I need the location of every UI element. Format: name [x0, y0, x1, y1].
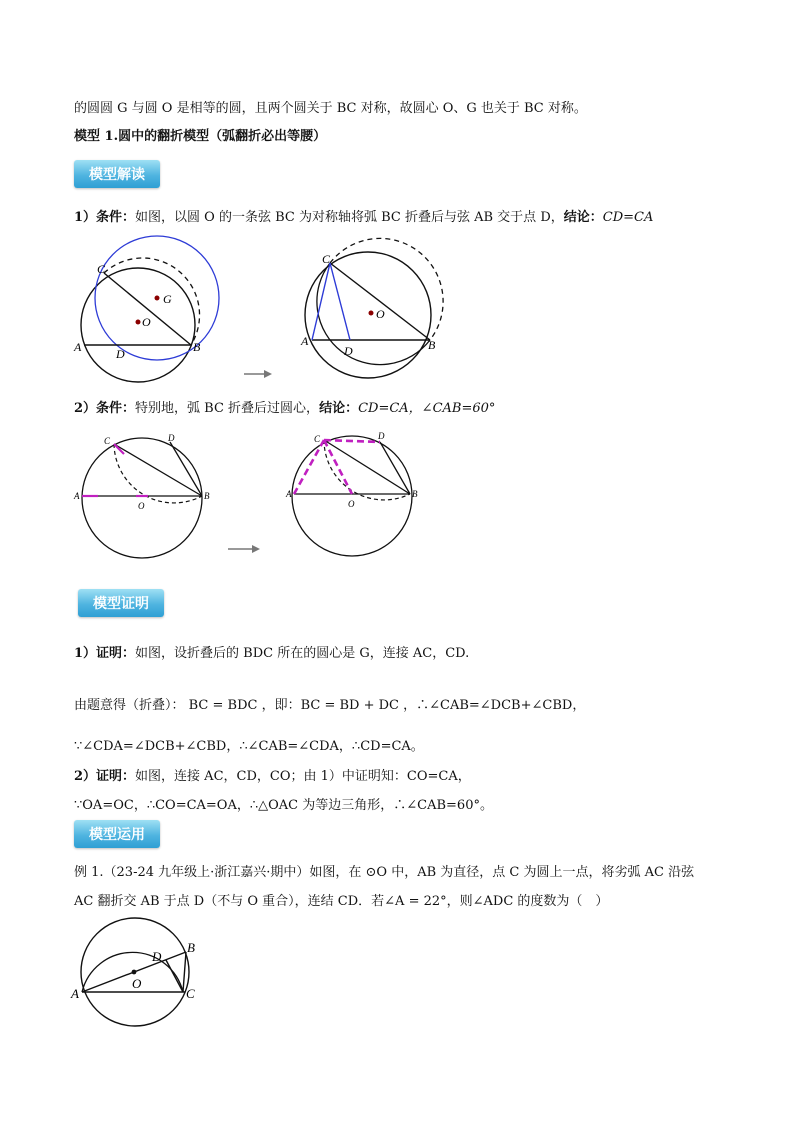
- label-A: A: [74, 491, 80, 501]
- badge-model-proof: 模型证明: [78, 589, 164, 617]
- label-A: A: [71, 986, 79, 1001]
- arrow-1-head: [264, 370, 272, 378]
- proof-2-label: 2）证明：: [74, 769, 136, 784]
- conclusion-2-label: 结论：: [319, 401, 359, 416]
- section-title: 模型 1.圆中的翻折模型（弧翻折必出等腰）: [74, 129, 327, 144]
- figure-1-left: [70, 240, 240, 385]
- proof-1-text: 如图，设折叠后的 BDC 所在的圆心是 G，连接 AC，CD.: [135, 646, 470, 661]
- conclusion-2-text: CD=CA，∠CAB=60°: [358, 401, 496, 416]
- figure-2-right: [286, 428, 436, 563]
- label-O: O: [132, 976, 142, 991]
- label-C: C: [314, 434, 321, 444]
- label-A: A: [301, 334, 309, 348]
- label-B: B: [193, 340, 201, 354]
- label-D: D: [152, 949, 162, 964]
- label-B: B: [428, 338, 436, 352]
- proof-line-5: ∵OA=OC，∴CO=CA=OA，∴△OAC 为等边三角形，∴∠CAB=60°。: [74, 798, 493, 813]
- badge-model-application: 模型运用: [74, 820, 160, 848]
- conclusion-1-label: 结论：: [563, 210, 603, 225]
- label-B: B: [412, 489, 418, 499]
- condition-2-label: 2）条件：: [74, 401, 136, 416]
- proof-line-2: 由题意得（折叠）： BC = BDC ，即：BC = BD + DC ，∴∠CAB=∠DCB+∠CBD，: [74, 698, 586, 713]
- badge-model-reading: 模型解读: [74, 160, 160, 188]
- condition-1: [74, 209, 653, 227]
- proof-1: [74, 645, 469, 663]
- label-D: D: [378, 431, 385, 441]
- label-O: O: [348, 499, 355, 509]
- text-line-1: 的圆圆 G 与圆 O 是相等的圆，且两个圆关于 BC 对称，故圆心 O、G 也关于 BC 对称。: [74, 101, 587, 116]
- label-C: C: [97, 262, 106, 276]
- label-A: A: [74, 340, 82, 354]
- example-line-1: 例 1.（23-24 九年级上·浙江嘉兴·期中）如图，在 ⊙O 中，AB 为直径，点 C 为圆上一点，将劣弧 AC 沿弦: [74, 865, 695, 880]
- proof-2-text: 如图，连接 AC，CD，CO；由 1）中证明知：CO=CA，: [135, 769, 471, 784]
- example-line-2: AC 翻折交 AB 于点 D（不与 O 重合），连结 CD．若∠A = 22°，则∠ADC 的度数为（ ）: [74, 894, 609, 909]
- condition-2: [74, 400, 495, 418]
- label-D: D: [344, 344, 353, 358]
- label-C: C: [186, 986, 195, 1001]
- label-C: C: [104, 436, 111, 446]
- proof-2: [74, 768, 471, 786]
- figure-2-left: [74, 430, 224, 560]
- label-O: O: [142, 315, 151, 329]
- example-figure: [70, 922, 210, 1032]
- arrow-2-head: [252, 545, 260, 553]
- conclusion-1-text: CD=CA: [602, 210, 654, 225]
- label-B: B: [187, 940, 195, 955]
- label-O: O: [376, 307, 385, 321]
- label-A: A: [286, 489, 292, 499]
- proof-line-3: ∵∠CDA=∠DCB+∠CBD，∴∠CAB=∠CDA，∴CD=CA。: [74, 739, 424, 754]
- condition-2-text: 特别地，弧 BC 折叠后过圆心，: [135, 401, 320, 416]
- condition-1-label: 1）条件：: [74, 210, 136, 225]
- label-G: G: [163, 292, 172, 306]
- figure-1-right: [298, 245, 448, 360]
- condition-1-text: 如图，以圆 O 的一条弦 BC 为对称轴将弧 BC 折叠后与弦 AB 交于点 D，: [135, 210, 564, 225]
- label-B: B: [204, 491, 210, 501]
- label-O: O: [138, 501, 145, 511]
- arrow-2-line: [228, 548, 252, 550]
- label-C: C: [322, 252, 331, 266]
- arrow-1-line: [244, 373, 266, 375]
- label-D: D: [168, 433, 175, 443]
- label-D: D: [116, 347, 125, 361]
- proof-1-label: 1）证明：: [74, 646, 136, 661]
